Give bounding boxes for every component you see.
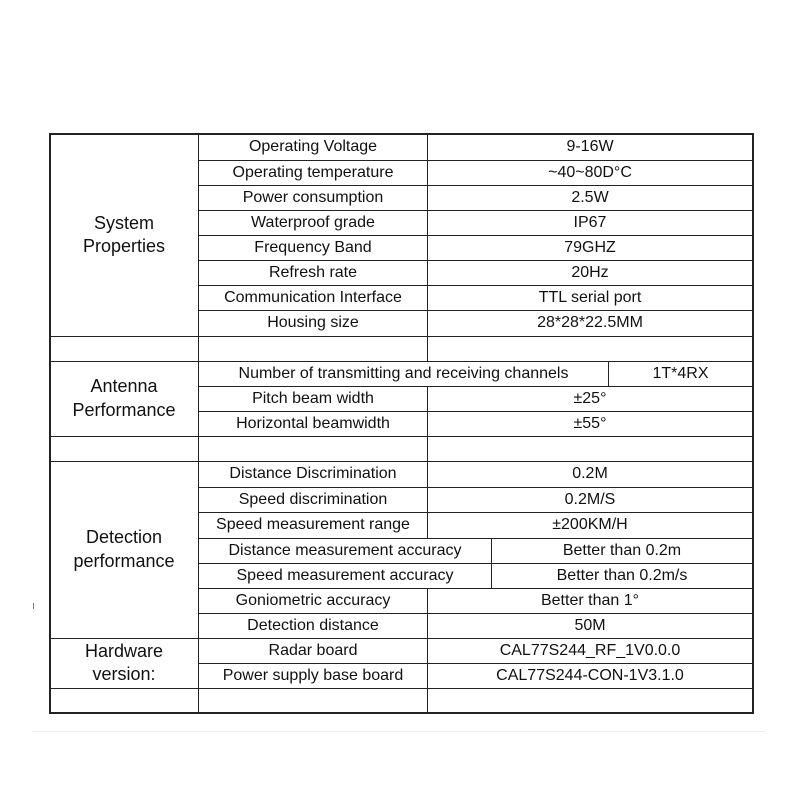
- spec-label: Power supply base board: [222, 666, 404, 684]
- spec-value: ±200KM/H: [552, 516, 628, 533]
- grid-line: [49, 712, 753, 714]
- spec-value: 1T*4RX: [652, 364, 709, 382]
- spec-value: CAL77S244_RF_1V0.0.0: [499, 641, 681, 659]
- spec-value: 50M: [574, 616, 606, 634]
- footer-rule: [32, 731, 765, 732]
- spec-label: Power consumption: [242, 188, 384, 206]
- spec-label: Speed measurement range: [216, 516, 410, 533]
- spec-value: 0.2M/S: [564, 490, 616, 508]
- grid-line: [427, 688, 428, 714]
- spec-label: Pitch beam width: [252, 389, 374, 407]
- spec-value: IP67: [573, 213, 607, 231]
- grid-line: [427, 436, 428, 462]
- grid-line: [49, 688, 752, 689]
- spec-value: Better than 0.2m/s: [556, 566, 688, 584]
- spec-label: Frequency Band: [254, 238, 372, 256]
- spec-value: 0.2M: [572, 465, 608, 482]
- spec-value: CAL77S244-CON-1V3.1.0: [496, 666, 684, 684]
- grid-line: [198, 436, 199, 462]
- grid-line: [427, 336, 428, 362]
- spec-value: 28*28*22.5MM: [537, 314, 643, 331]
- spec-label: Communication Interface: [224, 288, 402, 306]
- spec-value: TTL serial port: [538, 288, 642, 306]
- spec-label: Distance Discrimination: [229, 465, 397, 482]
- spec-value: 79GHZ: [564, 238, 616, 256]
- spec-label: Horizontal beamwidth: [236, 414, 390, 432]
- spec-label: Speed discrimination: [238, 490, 388, 508]
- spec-label: Operating temperature: [232, 163, 394, 181]
- grid-line: [198, 688, 199, 714]
- spec-label: Detection distance: [247, 616, 379, 634]
- grid-line: [49, 336, 752, 337]
- spec-label: Operating Voltage: [248, 138, 378, 155]
- grid-line: [49, 436, 752, 437]
- spec-value: ±55°: [573, 414, 607, 432]
- spec-value: ±25°: [573, 389, 607, 407]
- category-label-3: Hardware version:: [84, 640, 164, 684]
- grid-line: [198, 336, 199, 362]
- spec-value: Better than 0.2m: [562, 541, 682, 559]
- spec-value: 9-16W: [566, 138, 614, 155]
- spec-label: Goniometric accuracy: [235, 591, 391, 609]
- stray-mark: [33, 603, 34, 609]
- grid-line: [752, 133, 754, 714]
- spec-label: Distance measurement accuracy: [228, 541, 462, 559]
- category-label-1: Antenna Performance: [72, 376, 176, 420]
- spec-value: Better than 1°: [540, 591, 639, 609]
- spec-label: Waterproof grade: [251, 213, 375, 231]
- category-label-0: System Properties: [82, 212, 166, 256]
- spec-value: ~40~80D°C: [548, 163, 632, 181]
- spec-label: Radar board: [268, 641, 358, 659]
- spec-label: Speed measurement accuracy: [236, 566, 454, 584]
- category-label-2: Detection performance: [73, 527, 175, 571]
- spec-label: Housing size: [267, 314, 359, 331]
- spec-label: Refresh rate: [268, 263, 358, 281]
- spec-value: 20Hz: [571, 263, 609, 281]
- spec-label: Number of transmitting and receiving channels: [238, 364, 569, 382]
- spec-value: 2.5W: [571, 188, 609, 206]
